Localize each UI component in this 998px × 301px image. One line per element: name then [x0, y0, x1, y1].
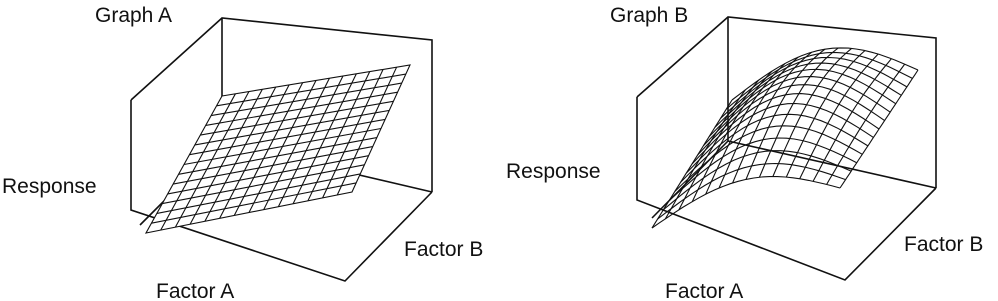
graph-b-title: Graph B	[610, 4, 689, 27]
graph-b-surface	[652, 48, 918, 228]
graph-b-factor-b-label: Factor B	[904, 233, 984, 256]
graph-b-box	[637, 17, 936, 280]
graph-b-response-label: Response	[506, 160, 601, 183]
graph-a-factor-a-label: Factor A	[156, 280, 235, 301]
graph-b-mesh-line	[773, 48, 852, 176]
graph-b-mesh	[652, 48, 918, 228]
graph-a-title: Graph A	[95, 4, 173, 27]
graph-b-mesh-line	[759, 48, 838, 177]
graph-b-mesh-line	[675, 126, 862, 192]
graph-b-factor-a-label: Factor A	[665, 280, 744, 301]
graph-b	[506, 4, 983, 301]
graph-a	[2, 4, 483, 301]
graph-a-surface	[146, 65, 410, 233]
graph-a-response-label: Response	[2, 175, 97, 198]
graph-a-factor-b-label: Factor B	[404, 238, 484, 261]
